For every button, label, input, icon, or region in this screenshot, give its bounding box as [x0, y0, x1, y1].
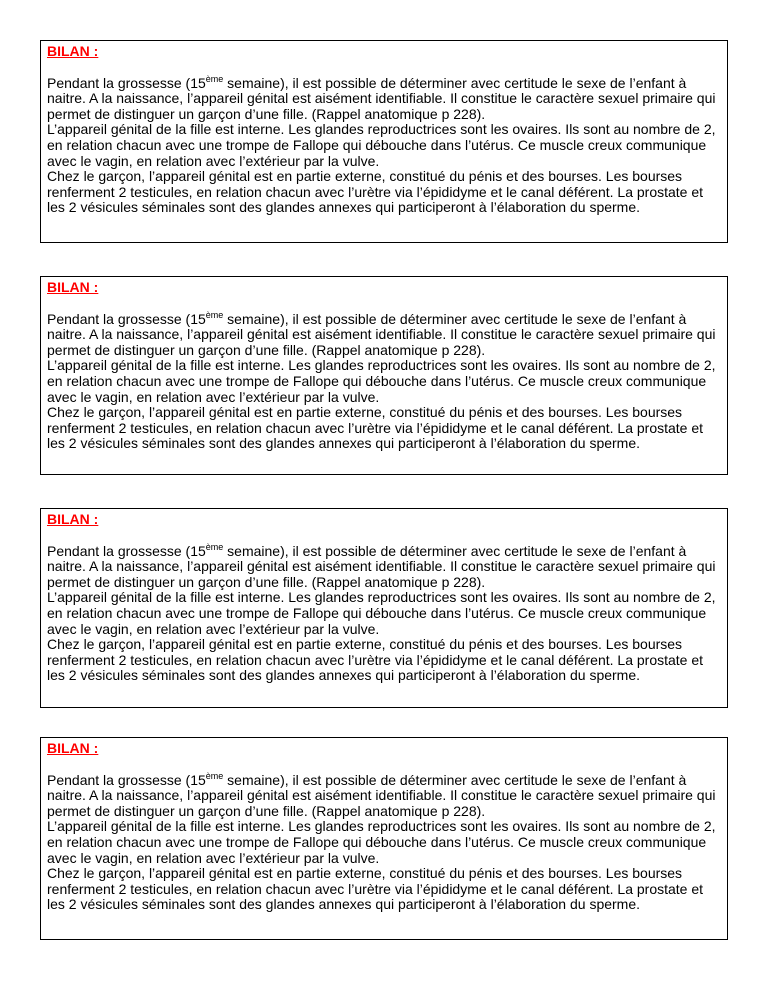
ordinal-superscript: ème [205, 309, 224, 320]
bilan-text [47, 541, 721, 684]
bilan-paragraph-intro [47, 543, 715, 590]
bilan-text [47, 770, 721, 913]
bilan-paragraph-intro [47, 772, 715, 819]
bilan-text [47, 309, 721, 452]
bilan-paragraph-girl: L’appareil génital de la fille est interne. Les glandes reproductrices sont les ovaires. Ils sont au nombre de 2, en relation chacun avec une trompe de Fallope qui débouche dans l’utérus. Ce muscle creux communique avec le vagin, en relation avec l’extérieur par la vulve. [47, 357, 716, 405]
bilan-paragraph-intro [47, 75, 715, 122]
bilan-paragraph-boy: Chez le garçon, l’appareil génital est en partie externe, constitué du pénis et des bourses. Les bourses renferment 2 testicules, en relation chacun avec l’urètre via l’épididyme et le canal déférent. La prostate et les 2 vésicules séminales sont des glandes annexes qui participeront à l’élaboration du sperme. [47, 404, 704, 452]
bilan-paragraph-girl: L’appareil génital de la fille est interne. Les glandes reproductrices sont les ovaires. Ils sont au nombre de 2, en relation chacun avec une trompe de Fallope qui débouche dans l’utérus. Ce muscle creux communique avec le vagin, en relation avec l’extérieur par la vulve. [47, 121, 716, 169]
intro-rest: semaine), il est possible de déterminer avec certitude le sexe de l’enfant à naitre. A la naissance, l’appareil génital est aisément identifiable. Il constitue le caractère sexuel primaire qui permet de distinguer un garçon d’une fille. (Rappel anatomique p 228). [47, 74, 716, 122]
intro-start: Pendant la grossesse (15 [47, 310, 206, 327]
ordinal-superscript: ème [205, 541, 224, 552]
bilan-heading: BILAN : [47, 511, 99, 527]
bilan-paragraph-intro [47, 311, 715, 358]
bilan-paragraph-boy: Chez le garçon, l’appareil génital est en partie externe, constitué du pénis et des bourses. Les bourses renferment 2 testicules, en relation chacun avec l’urètre via l’épididyme et le canal déférent. La prostate et les 2 vésicules séminales sont des glandes annexes qui participeront à l’élaboration du sperme. [47, 636, 704, 684]
intro-start: Pendant la grossesse (15 [47, 542, 206, 559]
bilan-heading: BILAN : [47, 740, 99, 756]
bilan-box [40, 737, 728, 940]
ordinal-superscript: ème [205, 73, 224, 84]
bilan-box [40, 508, 728, 708]
bilan-box [40, 40, 728, 243]
intro-start: Pendant la grossesse (15 [47, 771, 206, 788]
intro-rest: semaine), il est possible de déterminer avec certitude le sexe de l’enfant à naitre. A la naissance, l’appareil génital est aisément identifiable. Il constitue le caractère sexuel primaire qui permet de distinguer un garçon d’une fille. (Rappel anatomique p 228). [47, 310, 716, 358]
intro-start: Pendant la grossesse (15 [47, 74, 206, 91]
bilan-paragraph-boy: Chez le garçon, l’appareil génital est en partie externe, constitué du pénis et des bourses. Les bourses renferment 2 testicules, en relation chacun avec l’urètre via l’épididyme et le canal déférent. La prostate et les 2 vésicules séminales sont des glandes annexes qui participeront à l’élaboration du sperme. [47, 168, 704, 216]
bilan-heading: BILAN : [47, 279, 99, 295]
intro-rest: semaine), il est possible de déterminer avec certitude le sexe de l’enfant à naitre. A la naissance, l’appareil génital est aisément identifiable. Il constitue le caractère sexuel primaire qui permet de distinguer un garçon d’une fille. (Rappel anatomique p 228). [47, 542, 716, 590]
bilan-paragraph-boy: Chez le garçon, l’appareil génital est en partie externe, constitué du pénis et des bourses. Les bourses renferment 2 testicules, en relation chacun avec l’urètre via l’épididyme et le canal déférent. La prostate et les 2 vésicules séminales sont des glandes annexes qui participeront à l’élaboration du sperme. [47, 865, 704, 913]
bilan-box [40, 276, 728, 475]
bilan-heading: BILAN : [47, 43, 99, 59]
bilan-paragraph-girl: L’appareil génital de la fille est interne. Les glandes reproductrices sont les ovaires. Ils sont au nombre de 2, en relation chacun avec une trompe de Fallope qui débouche dans l’utérus. Ce muscle creux communique avec le vagin, en relation avec l’extérieur par la vulve. [47, 589, 716, 637]
intro-rest: semaine), il est possible de déterminer avec certitude le sexe de l’enfant à naitre. A la naissance, l’appareil génital est aisément identifiable. Il constitue le caractère sexuel primaire qui permet de distinguer un garçon d’une fille. (Rappel anatomique p 228). [47, 771, 716, 819]
ordinal-superscript: ème [205, 770, 224, 781]
bilan-paragraph-girl: L’appareil génital de la fille est interne. Les glandes reproductrices sont les ovaires. Ils sont au nombre de 2, en relation chacun avec une trompe de Fallope qui débouche dans l’utérus. Ce muscle creux communique avec le vagin, en relation avec l’extérieur par la vulve. [47, 818, 716, 866]
bilan-text [47, 73, 721, 216]
